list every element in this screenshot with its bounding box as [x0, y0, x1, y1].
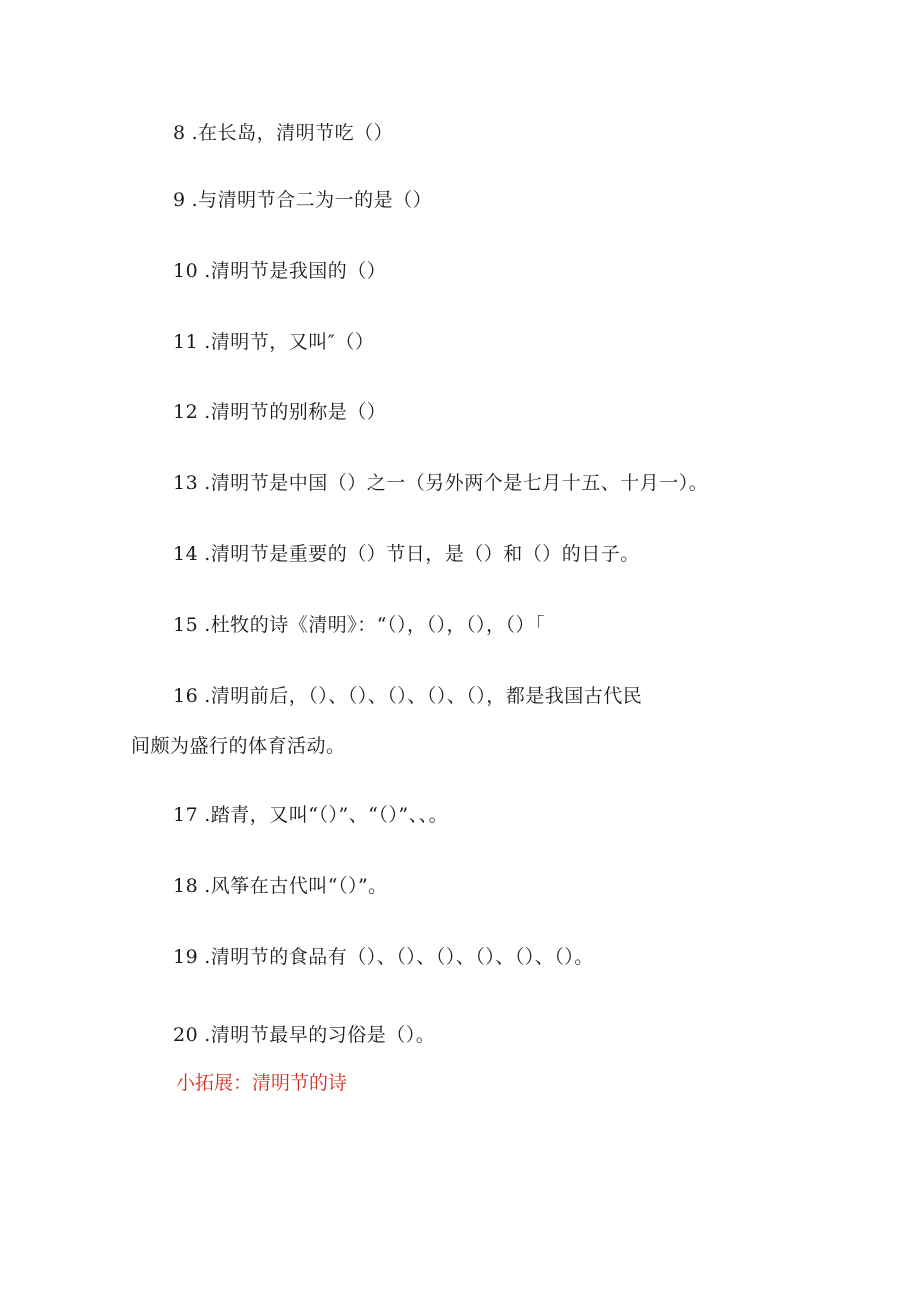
question-8 — [173, 121, 393, 145]
question-number: 19 — [173, 946, 199, 968]
question-text: .在长岛，清明节吃（） — [191, 122, 394, 144]
question-10 — [173, 259, 386, 283]
question-number: 11 — [173, 331, 199, 353]
question-19 — [173, 945, 594, 969]
question-16-continuation: 间颇为盛行的体育活动。 — [131, 735, 346, 757]
question-12 — [173, 400, 386, 424]
question-17 — [173, 803, 448, 827]
question-text: .清明节是我国的（） — [204, 260, 387, 282]
question-number: 8 — [173, 122, 186, 144]
question-text: .与清明节合二为一的是（） — [191, 189, 433, 211]
question-text: .清明节，又叫″（） — [204, 331, 375, 353]
question-9 — [173, 188, 432, 212]
question-number: 13 — [173, 472, 199, 494]
question-text: .清明节是中国（）之一（另外两个是七月十五、十月一）。 — [204, 472, 709, 494]
question-text: .风筝在古代叫“（）”。 — [204, 875, 388, 897]
question-15 — [173, 613, 545, 637]
question-18 — [173, 874, 388, 898]
question-16 — [173, 684, 642, 708]
question-text: .清明节的食品有（）、（）、（）、（）、（）、（）。 — [204, 946, 594, 968]
question-number: 15 — [173, 614, 199, 636]
question-text: .清明节最早的习俗是（）。 — [204, 1024, 436, 1046]
question-number: 18 — [173, 875, 199, 897]
question-number: 10 — [173, 260, 199, 282]
question-13 — [173, 471, 708, 495]
question-text: .清明节的别称是（） — [204, 401, 387, 423]
question-text: .杜牧的诗《清明》：“（），（），（），（）「 — [204, 614, 545, 636]
question-11 — [173, 330, 374, 354]
question-text: .清明前后，（）、（）、（）、（）、（），都是我国古代民 — [204, 685, 643, 707]
question-text: .踏青，又叫“（）”、“（）”、、。 — [204, 804, 449, 826]
question-number: 20 — [173, 1024, 199, 1046]
question-14 — [173, 542, 640, 566]
question-text: .清明节是重要的（）节日，是（）和（）的日子。 — [204, 543, 640, 565]
question-number: 14 — [173, 543, 199, 565]
extension-heading: 小拓展：清明节的诗 — [176, 1072, 348, 1094]
question-number: 9 — [173, 189, 186, 211]
question-number: 17 — [173, 804, 199, 826]
question-20 — [173, 1023, 435, 1047]
question-number: 12 — [173, 401, 199, 423]
question-number: 16 — [173, 685, 199, 707]
